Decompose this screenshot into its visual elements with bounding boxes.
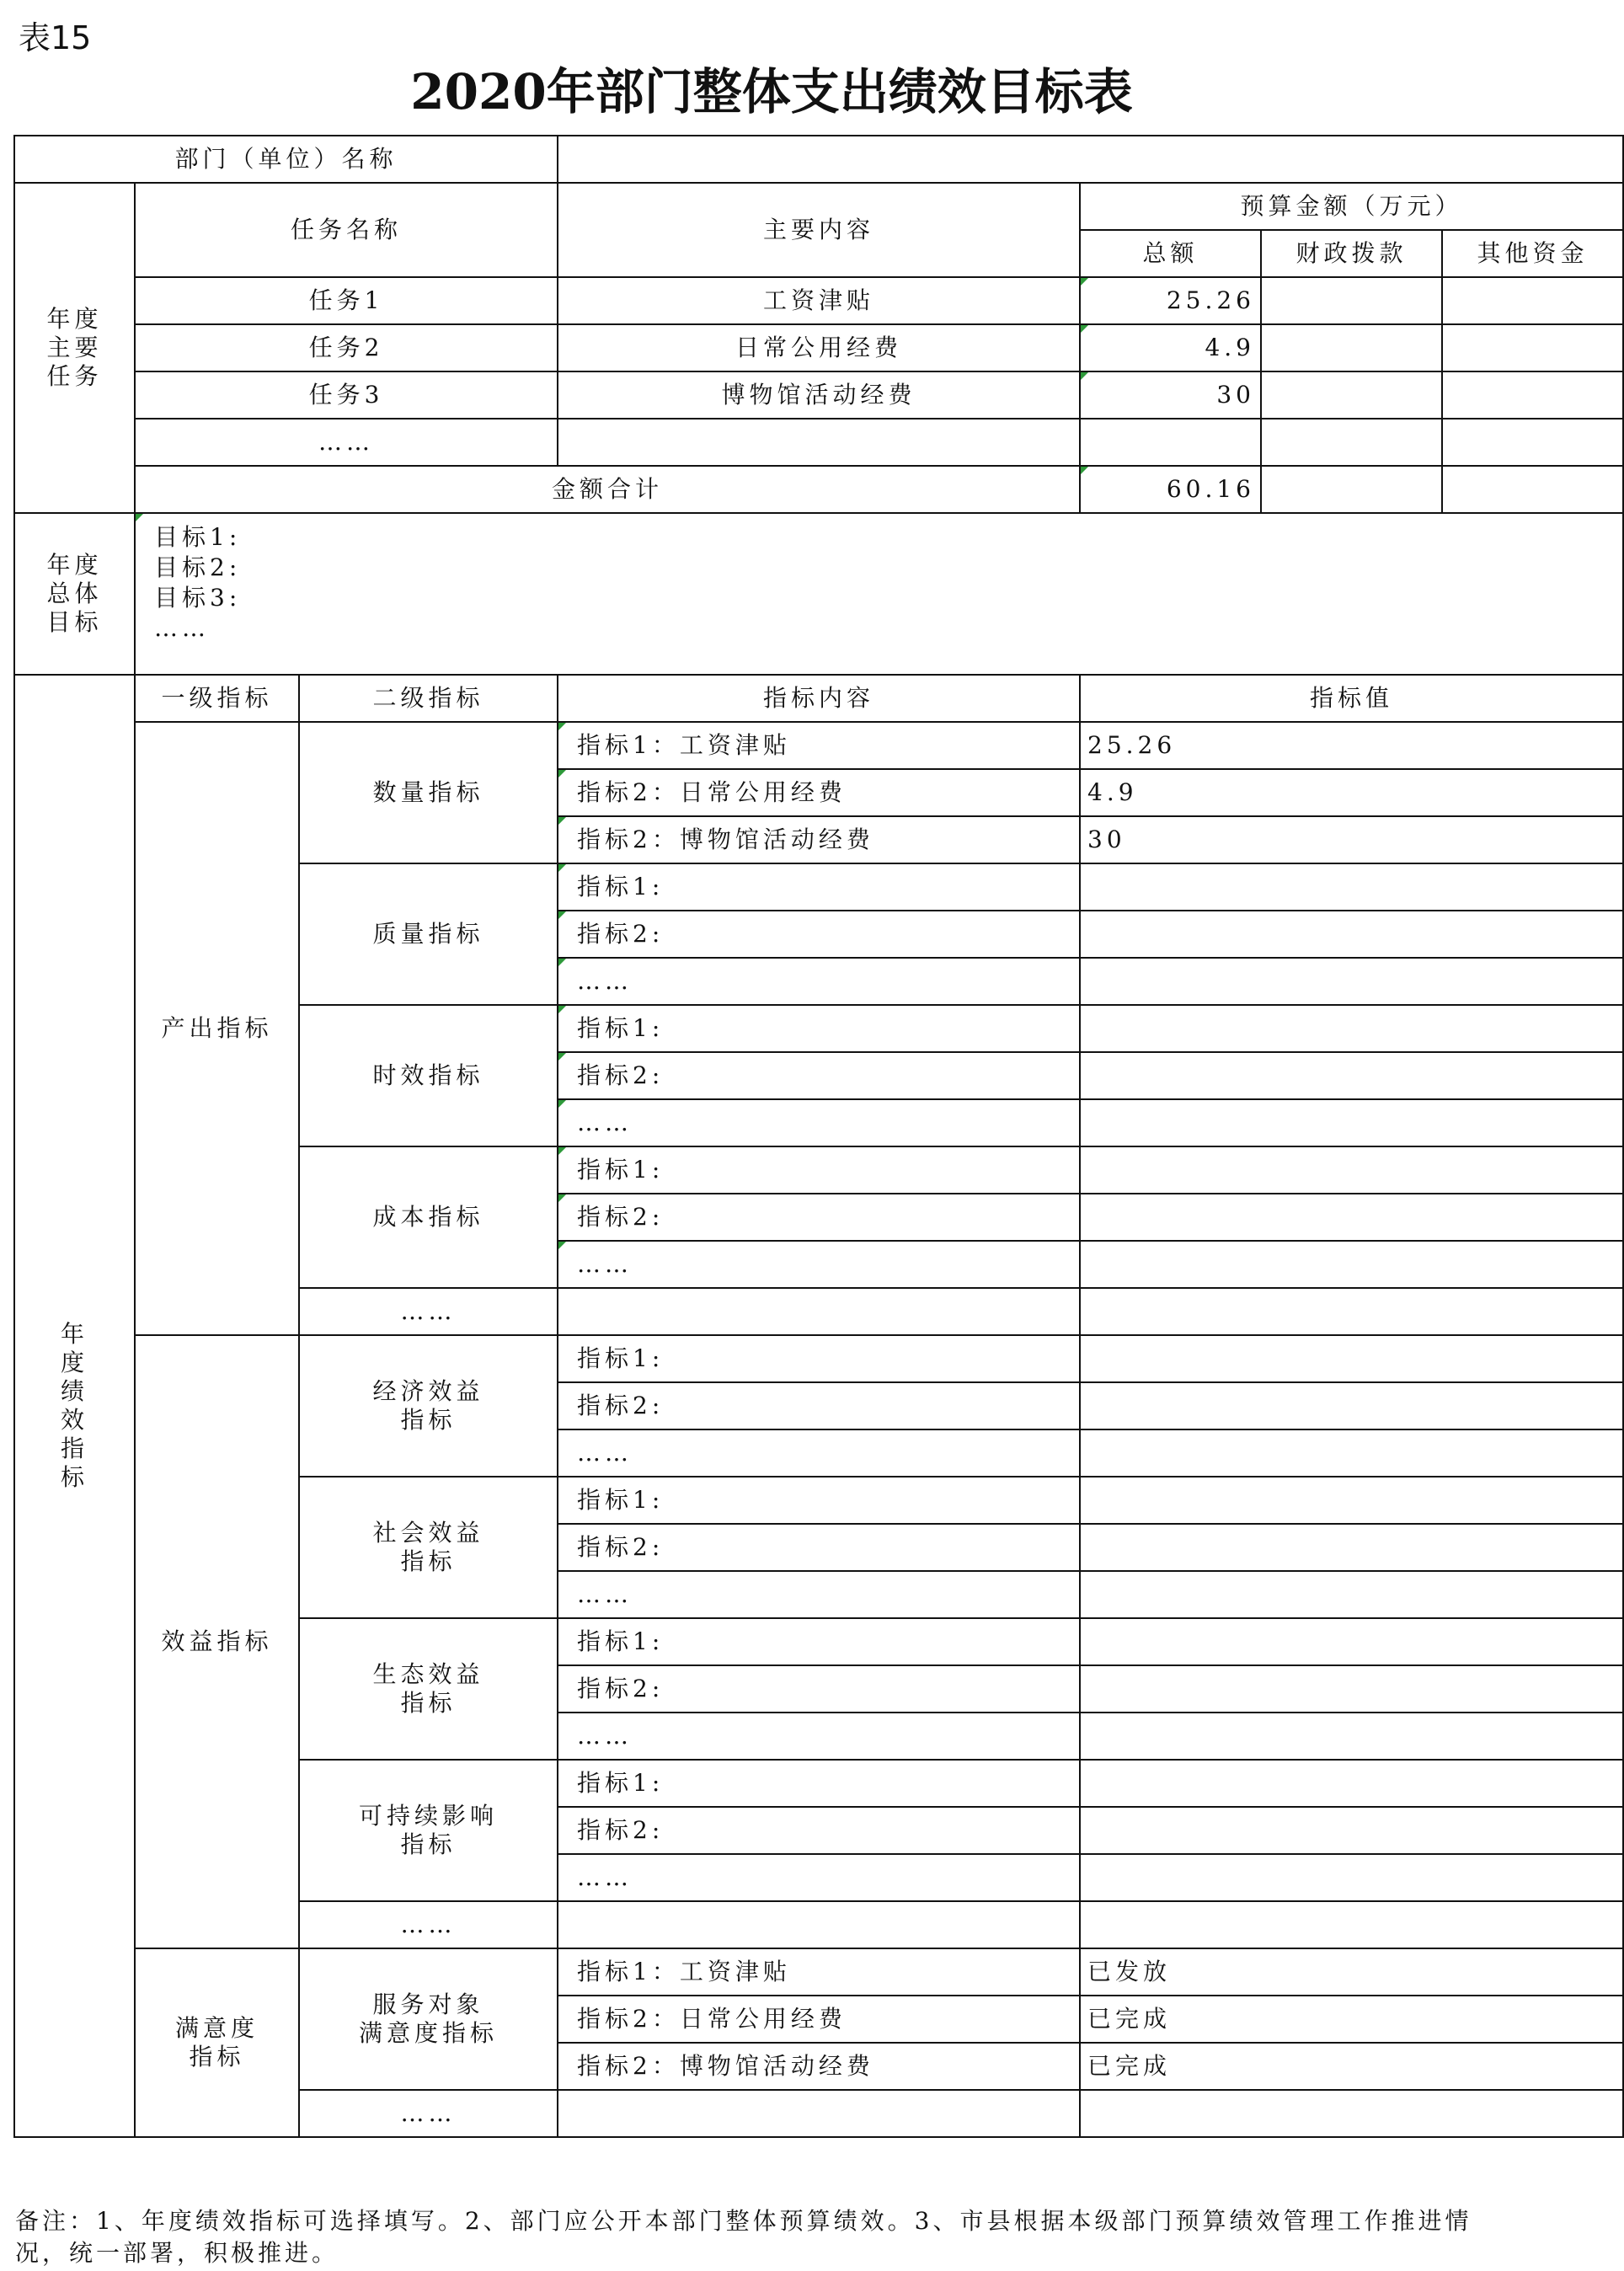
indicator-content: …… — [558, 1713, 1080, 1760]
indicator-content: 指标1: — [558, 1335, 1080, 1382]
task-content: 博物馆活动经费 — [558, 371, 1080, 419]
level2-economic: 经济效益 指标 — [299, 1335, 558, 1477]
task-total: 4.9 — [1080, 324, 1261, 371]
indicator-content: 指标1: — [558, 1005, 1080, 1052]
indicator-value — [1080, 1901, 1623, 1948]
indicator-value — [1080, 1665, 1623, 1713]
task-name: …… — [135, 419, 558, 466]
indicator-value — [1080, 1146, 1623, 1194]
indicator-content: …… — [558, 958, 1080, 1005]
level2-quantity: 数量指标 — [299, 722, 558, 863]
indicator-content: 指标2: — [558, 1194, 1080, 1241]
indicator-content — [558, 2090, 1080, 2137]
indicator-content: 指标2: — [558, 1524, 1080, 1571]
perf-section-label: 年 度 绩 效 指 标 — [14, 675, 135, 2137]
indicator-value: 已完成 — [1080, 2043, 1623, 2090]
indicator-content: 指标2: — [558, 911, 1080, 958]
indicator-value: 30 — [1080, 816, 1623, 863]
indicator-value — [1080, 863, 1623, 911]
task-total: 30 — [1080, 371, 1261, 419]
overall-goals-label: 年度 总体 目标 — [14, 513, 135, 675]
level2-ecological: 生态效益 指标 — [299, 1618, 558, 1760]
indicator-value — [1080, 958, 1623, 1005]
level2-cost: 成本指标 — [299, 1146, 558, 1288]
overall-goals-list — [135, 513, 1623, 675]
task-total — [1080, 419, 1261, 466]
col-main-content: 主要内容 — [558, 183, 1080, 277]
level2-social: 社会效益 指标 — [299, 1477, 558, 1618]
goal-item: …… — [154, 614, 210, 642]
level2-service-satisfaction: 服务对象 满意度指标 — [299, 1948, 558, 2090]
col-indicator-value: 指标值 — [1080, 675, 1623, 722]
indicator-content — [558, 1288, 1080, 1335]
tasks-section-label: 年度 主要 任务 — [14, 183, 135, 513]
col-level1: 一级指标 — [135, 675, 299, 722]
col-fiscal: 财政拨款 — [1261, 230, 1442, 277]
indicator-value — [1080, 1335, 1623, 1382]
goal-item: 目标2: — [154, 553, 242, 581]
indicator-value — [1080, 1854, 1623, 1901]
indicator-value — [1080, 1429, 1623, 1477]
level1-benefit: 效益指标 — [135, 1335, 299, 1948]
indicator-content: …… — [558, 1571, 1080, 1618]
indicator-content: …… — [558, 1429, 1080, 1477]
indicator-value: 已完成 — [1080, 1996, 1623, 2043]
indicator-content: 指标1：工资津贴 — [558, 1948, 1080, 1996]
task-fiscal — [1261, 277, 1442, 324]
indicator-row — [14, 1335, 1623, 1382]
task-name: 任务1 — [135, 277, 558, 324]
col-task-name: 任务名称 — [135, 183, 558, 277]
task-row — [14, 419, 1623, 466]
task-row — [14, 371, 1623, 419]
indicator-content: 指标1: — [558, 1618, 1080, 1665]
task-name: 任务3 — [135, 371, 558, 419]
indicator-content: …… — [558, 1099, 1080, 1146]
indicator-content: …… — [558, 1854, 1080, 1901]
indicator-content: 指标1: — [558, 1477, 1080, 1524]
task-row — [14, 324, 1623, 371]
goal-item: 目标3: — [154, 584, 242, 612]
indicator-value — [1080, 1524, 1623, 1571]
indicator-row — [14, 1948, 1623, 1996]
sum-fiscal — [1261, 466, 1442, 513]
footnote: 备注：1、年度绩效指标可选择填写。2、部门应公开本部门整体预算绩效。3、市县根据本级部门预算绩效管理工作推进情况，统一部署，积极推进。 — [15, 2207, 1472, 2267]
indicator-value: 已发放 — [1080, 1948, 1623, 1996]
indicator-value — [1080, 1477, 1623, 1524]
indicator-value — [1080, 911, 1623, 958]
col-budget-amount: 预算金额（万元） — [1080, 183, 1623, 230]
indicator-value — [1080, 1571, 1623, 1618]
goal-item: 目标1: — [154, 523, 242, 551]
task-fiscal — [1261, 371, 1442, 419]
indicator-value — [1080, 2090, 1623, 2137]
task-row — [14, 277, 1623, 324]
level2-sustainable: 可持续影响 指标 — [299, 1760, 558, 1901]
performance-target-table — [13, 135, 1624, 2138]
level1-satisfaction: 满意度 指标 — [135, 1948, 299, 2137]
document-title: 2020年部门整体支出绩效目标表 — [410, 63, 1133, 120]
indicator-content: 指标2：日常公用经费 — [558, 769, 1080, 816]
level1-output: 产出指标 — [135, 722, 299, 1335]
indicator-value — [1080, 1241, 1623, 1288]
indicator-content: 指标2：博物馆活动经费 — [558, 816, 1080, 863]
sum-label: 金额合计 — [135, 466, 1080, 513]
task-fiscal — [1261, 419, 1442, 466]
indicator-content: 指标2: — [558, 1382, 1080, 1429]
task-total: 25.26 — [1080, 277, 1261, 324]
col-indicator-content: 指标内容 — [558, 675, 1080, 722]
col-level2: 二级指标 — [299, 675, 558, 722]
indicator-value — [1080, 1099, 1623, 1146]
indicator-value — [1080, 1052, 1623, 1099]
indicator-content: 指标1：工资津贴 — [558, 722, 1080, 769]
task-content — [558, 419, 1080, 466]
level2-more: …… — [299, 2090, 558, 2137]
task-content: 日常公用经费 — [558, 324, 1080, 371]
indicator-content: 指标1: — [558, 863, 1080, 911]
indicator-value — [1080, 1713, 1623, 1760]
task-other — [1442, 371, 1623, 419]
col-total: 总额 — [1080, 230, 1261, 277]
indicator-value — [1080, 1618, 1623, 1665]
indicator-content: 指标2: — [558, 1807, 1080, 1854]
indicator-value — [1080, 1288, 1623, 1335]
indicator-value — [1080, 1005, 1623, 1052]
indicator-content: 指标2：日常公用经费 — [558, 1996, 1080, 2043]
indicator-value — [1080, 1760, 1623, 1807]
task-content: 工资津贴 — [558, 277, 1080, 324]
indicator-row — [14, 722, 1623, 769]
indicator-content: 指标1: — [558, 1760, 1080, 1807]
task-other — [1442, 277, 1623, 324]
level2-timeliness: 时效指标 — [299, 1005, 558, 1146]
indicator-content — [558, 1901, 1080, 1948]
task-other — [1442, 324, 1623, 371]
indicator-value: 25.26 — [1080, 722, 1623, 769]
indicator-content: 指标1: — [558, 1146, 1080, 1194]
dept-name-label: 部门（单位）名称 — [14, 136, 558, 183]
sum-other — [1442, 466, 1623, 513]
task-other — [1442, 419, 1623, 466]
level2-more: …… — [299, 1288, 558, 1335]
level2-more: …… — [299, 1901, 558, 1948]
table-number-label: 表15 — [19, 19, 92, 56]
indicator-value: 4.9 — [1080, 769, 1623, 816]
level2-quality: 质量指标 — [299, 863, 558, 1005]
indicator-content: 指标2: — [558, 1052, 1080, 1099]
col-other-funds: 其他资金 — [1442, 230, 1623, 277]
task-fiscal — [1261, 324, 1442, 371]
indicator-content: 指标2: — [558, 1665, 1080, 1713]
indicator-value — [1080, 1807, 1623, 1854]
indicator-content: 指标2：博物馆活动经费 — [558, 2043, 1080, 2090]
task-name: 任务2 — [135, 324, 558, 371]
indicator-value — [1080, 1382, 1623, 1429]
dept-name-value — [558, 136, 1623, 183]
sum-total: 60.16 — [1080, 466, 1261, 513]
indicator-content: …… — [558, 1241, 1080, 1288]
indicator-value — [1080, 1194, 1623, 1241]
